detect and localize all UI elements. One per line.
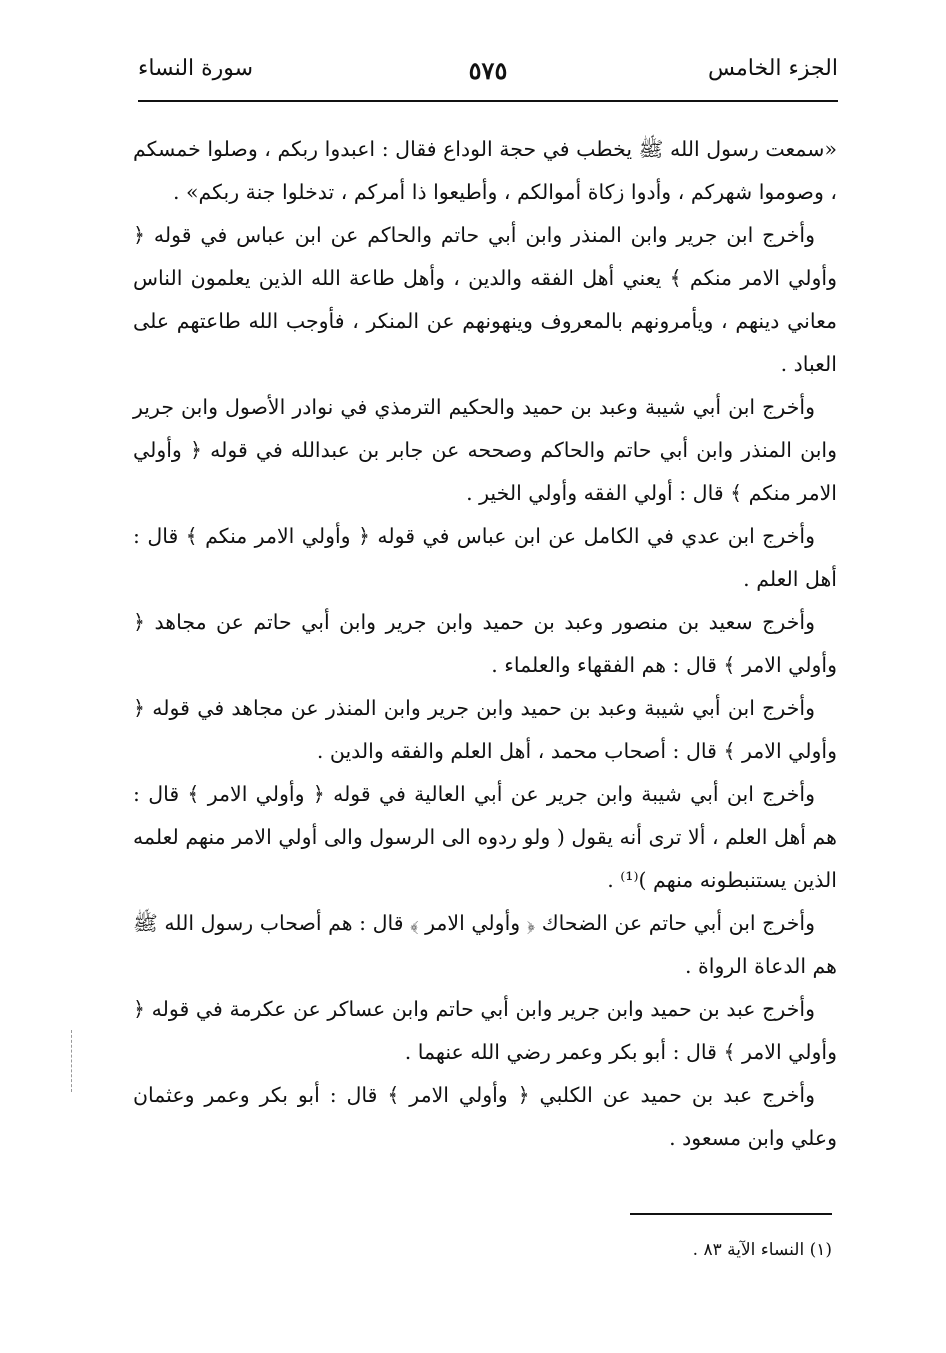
paragraph: وأخرج ابن عدي في الكامل عن ابن عباس في قوله ﴿ وأولي الامر منكم ﴾ قال : أهل العلم .: [133, 524, 837, 591]
paragraph: وأخرج عبد بن حميد عن الكلبي ﴿ وأولي الامر ﴾ قال : أبو بكر وعمر وعثمان وعلي وابن مسعود .: [133, 1083, 837, 1150]
paragraph: وأخرج ابن أبي شيبة وعبد بن حميد وابن جرير وابن المنذر عن مجاهد في قوله ﴿ وأولي الامر ﴾ قال : أصحاب محمد ، أهل العلم والفقه والدين .: [133, 696, 837, 763]
page-number: ٥٧٥: [468, 56, 508, 85]
header-rule: [138, 100, 838, 102]
paragraph: وأخرج ابن جرير وابن المنذر وابن أبي حاتم والحاكم عن ابن عباس في قوله ﴿ وأولي الامر منكم ﴾ يعني أهل الفقه والدين ، وأهل طاعة الله الذين يعلمون الناس معاني دينهم ، ويأمرونهم بالمعروف وينهونهم عن المنكر ، فأوجب الله طاعتهم على العباد .: [133, 223, 837, 376]
footnote-rule: [630, 1213, 832, 1215]
footnote: (١) النساء الآية ٨٣ .: [692, 1240, 832, 1260]
page-header: [138, 50, 838, 94]
paragraph: «سمعت رسول الله ﷺ يخطب في حجة الوداع فقال : اعبدوا ربكم ، وصلوا خمسكم ، وصوموا شهركم ، وأدوا زكاة أموالكم ، وأطيعوا ذا أمركم ، تدخلوا جنة ربكم» .: [133, 137, 837, 204]
body-text: [133, 128, 837, 1160]
paragraph: وأخرج سعيد بن منصور وعبد بن حميد وابن جرير وابن أبي حاتم عن مجاهد ﴿ وأولي الامر ﴾ قال : هم الفقهاء والعلماء .: [133, 610, 837, 677]
surah-title: سورة النساء: [138, 56, 254, 81]
margin-mark: [71, 1030, 72, 1092]
part-title: الجزء الخامس: [707, 56, 838, 81]
paragraph: وأخرج ابن أبي شيبة وابن جرير عن أبي العالية في قوله ﴿ وأولي الامر ﴾ قال : هم أهل العلم ، ألا ترى أنه يقول ( ولو ردوه الى الرسول والى أولي الامر منهم لعلمه الذين يستنبطونه منهم )⁽¹⁾ .: [133, 782, 837, 892]
paragraph: وأخرج عبد بن حميد وابن جرير وابن أبي حاتم وابن عساكر عن عكرمة في قوله ﴿ وأولي الامر ﴾ قال : أبو بكر وعمر رضي الله عنهما .: [133, 997, 837, 1064]
paragraph: وأخرج ابن أبي شيبة وعبد بن حميد والحكيم الترمذي في نوادر الأصول وابن جرير وابن المنذر وابن أبي حاتم والحاكم وصححه عن جابر بن عبدالله في قوله ﴿ وأولي الامر منكم ﴾ قال : أولي الفقه وأولي الخير .: [133, 395, 837, 505]
paragraph: وأخرج ابن أبي حاتم عن الضحاك ﴿ وأولي الامر ﴾ قال : هم أصحاب رسول الله ﷺ هم الدعاة الرواة .: [133, 911, 837, 978]
